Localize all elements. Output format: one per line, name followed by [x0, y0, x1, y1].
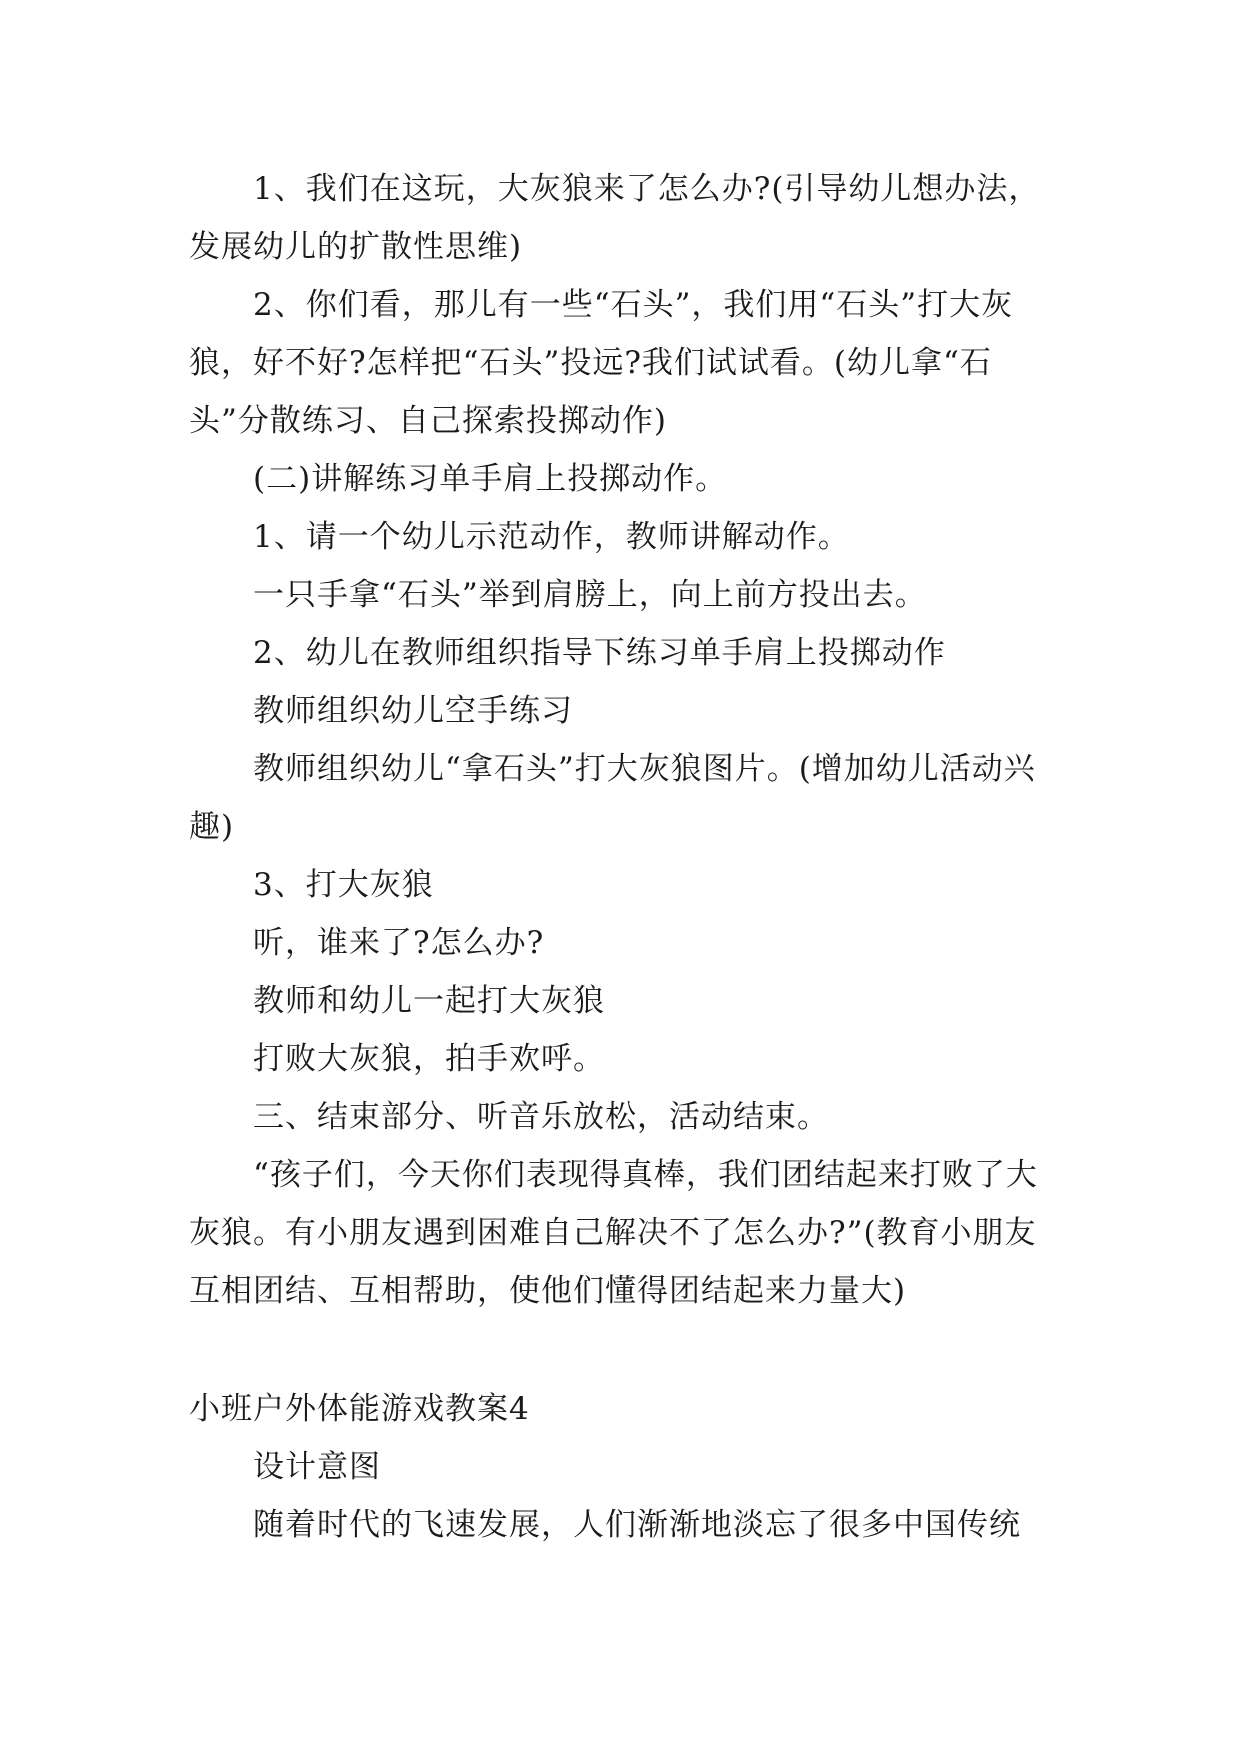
paragraph: 三、结束部分、听音乐放松，活动结束。 — [253, 1099, 829, 1135]
paragraph: 2、幼儿在教师组织指导下练习单手肩上投掷动作 — [253, 635, 946, 671]
paragraph: 听，谁来了?怎么办? — [253, 925, 545, 961]
paragraph: “孩子们，今天你们表现得真棒，我们团结起来打败了大灰狼。有小朋友遇到困难自己解决不了怎么办?”(教育小朋友互相团结、互相帮助，使他们懂得团结起来力量大) — [189, 1157, 1038, 1309]
document-body — [189, 160, 1059, 1554]
section-heading: 小班户外体能游戏教案4 — [189, 1391, 530, 1427]
paragraph: (二)讲解练习单手肩上投掷动作。 — [253, 461, 728, 497]
paragraph: 1、我们在这玩，大灰狼来了怎么办?(引导幼儿想办法，发展幼儿的扩散性思维) — [189, 171, 1041, 265]
paragraph: 教师和幼儿一起打大灰狼 — [253, 983, 605, 1019]
paragraph: 教师组织幼儿空手练习 — [253, 693, 573, 729]
paragraph: 打败大灰狼，拍手欢呼。 — [253, 1041, 605, 1077]
paragraph: 2、你们看，那儿有一些“石头”，我们用“石头”打大灰狼，好不好?怎样把“石头”投远?我们试试看。(幼儿拿“石头”分散练习、自己探索投掷动作) — [189, 287, 1014, 439]
paragraph: 一只手拿“石头”举到肩膀上，向上前方投出去。 — [253, 577, 927, 613]
paragraph: 随着时代的飞速发展，人们渐渐地淡忘了很多中国传统 — [253, 1507, 1021, 1543]
paragraph: 教师组织幼儿“拿石头”打大灰狼图片。(增加幼儿活动兴趣) — [189, 751, 1036, 845]
paragraph: 1、请一个幼儿示范动作，教师讲解动作。 — [253, 519, 850, 555]
paragraph: 3、打大灰狼 — [253, 867, 434, 903]
subsection-title: 设计意图 — [253, 1449, 381, 1485]
